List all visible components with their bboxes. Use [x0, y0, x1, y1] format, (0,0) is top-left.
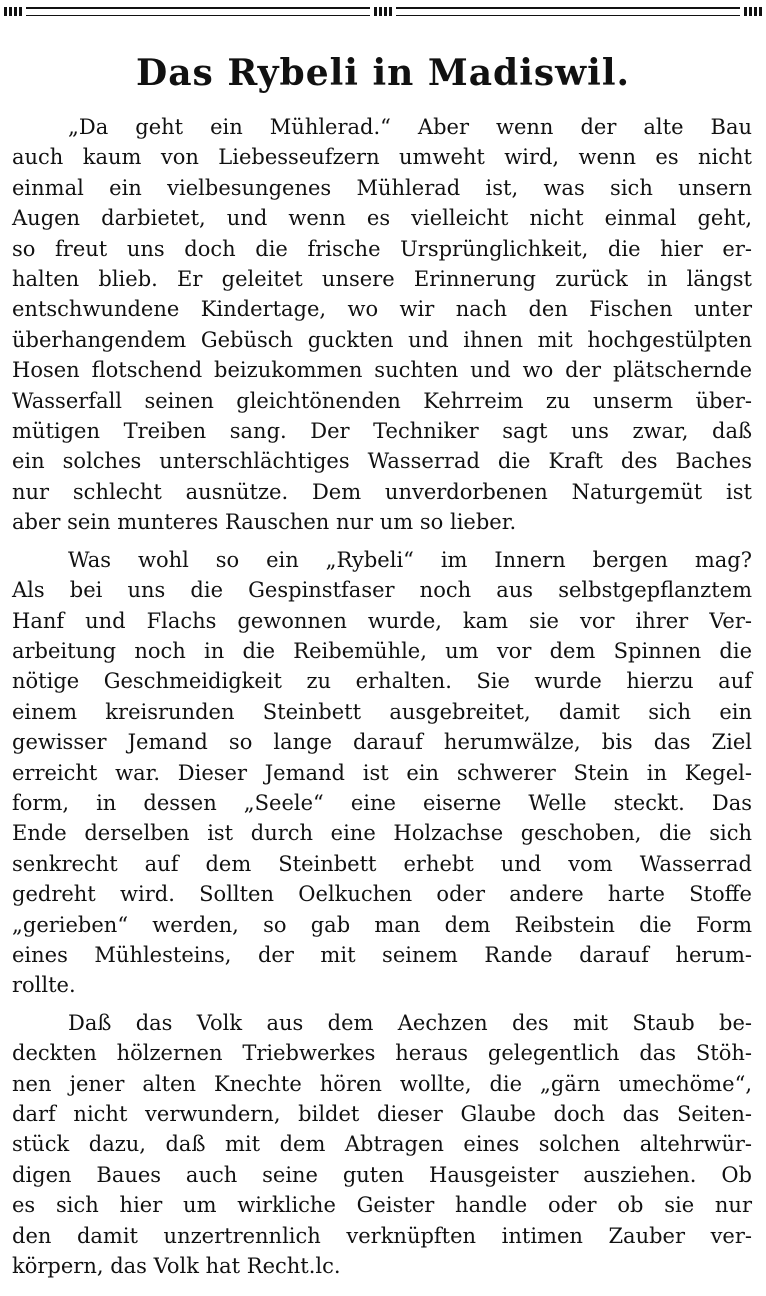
- rule-ornament-right: [744, 7, 762, 16]
- text-line: auch kaum von Liebesseufzern umweht wird, wenn es nicht: [12, 145, 752, 170]
- text-line: [12, 1251, 752, 1281]
- rule-ornament-left: [4, 7, 22, 16]
- text-line: entschwundene Kindertage, wo wir nach den Fischen unter: [12, 297, 752, 322]
- text-line: form, in dessen „Seele“ eine eiserne Welle steckt. Das: [12, 790, 752, 815]
- text-line: Ende derselben ist durch eine Holzachse geschoben, die sich: [12, 821, 752, 846]
- article-body: [12, 112, 752, 1281]
- top-rule: [4, 4, 762, 18]
- text-line: Daß das Volk aus dem Aechzen des mit Staub be-: [68, 1010, 752, 1035]
- text-line: Hosen flotschend beizukommen suchten und wo der plätschernde: [12, 358, 752, 383]
- text-line: den damit unzertrennlich verknüpften intimen Zauber ver-: [12, 1223, 752, 1248]
- text-line: es sich hier um wirkliche Geister handle oder ob sie nur: [12, 1193, 752, 1218]
- text-line: überhangendem Gebüsch guckten und ihnen mit hochgestülpten: [12, 327, 752, 352]
- text-line: deckten hölzernen Triebwerkes heraus gelegentlich das Stöh-: [12, 1041, 752, 1066]
- text-line: halten blieb. Er geleitet unsere Erinnerung zurück in längst: [12, 267, 752, 292]
- rule-line-left: [26, 7, 370, 16]
- text-line: stück dazu, daß mit dem Abtragen eines solchen altehrwür-: [12, 1132, 752, 1157]
- text-line: einem kreisrunden Steinbett ausgebreitet, damit sich ein: [12, 699, 752, 724]
- text-line: nur schlecht ausnütze. Dem unverdorbenen Naturgemüt ist: [12, 479, 752, 504]
- text-line: erreicht war. Dieser Jemand ist ein schwerer Stein in Kegel-: [12, 760, 752, 785]
- paragraph-2: [12, 545, 752, 1001]
- text-line: Augen darbietet, und wenn es vielleicht nicht einmal geht,: [12, 206, 752, 231]
- rule-line-right: [396, 7, 740, 16]
- author-signature: lc.: [315, 1254, 341, 1279]
- text-line: arbeitung noch in die Reibemühle, um vor dem Spinnen die: [12, 638, 752, 663]
- text-line: Was wohl so ein „Rybeli“ im Innern bergen mag?: [68, 547, 752, 572]
- text-line-content: körpern, das Volk hat Recht.: [12, 1254, 316, 1279]
- article-title: Das Rybeli in Madiswil.: [135, 52, 631, 94]
- text-line: gedreht wird. Sollten Oelkuchen oder andere harte Stoffe: [12, 882, 752, 907]
- text-line: ein solches unterschlächtiges Wasserrad die Kraft des Baches: [12, 449, 752, 474]
- text-line: eines Mühlesteins, der mit seinem Rande darauf herum-: [12, 942, 752, 967]
- text-line: rollte.: [12, 973, 76, 998]
- rule-ornament-center: [374, 7, 392, 16]
- text-line: Als bei uns die Gespinstfaser noch aus selbstgepflanztem: [12, 578, 752, 603]
- paragraph-1: [12, 112, 752, 538]
- text-line: „gerieben“ werden, so gab man dem Reibstein die Form: [12, 912, 752, 937]
- text-line: digen Baues auch seine guten Hausgeister ausziehen. Ob: [12, 1162, 752, 1187]
- text-line: so freut uns doch die frische Ursprünglichkeit, die hier er-: [12, 236, 752, 261]
- text-line: nötige Geschmeidigkeit zu erhalten. Sie wurde hierzu auf: [12, 669, 752, 694]
- text-line: aber sein munteres Rauschen nur um so lieber.: [12, 510, 517, 535]
- text-line: nen jener alten Knechte hören wollte, die „gärn umechöme“,: [12, 1071, 752, 1096]
- paragraph-3: [12, 1008, 752, 1282]
- text-line: senkrecht auf dem Steinbett erhebt und vom Wasserrad: [12, 851, 752, 876]
- text-line: „Da geht ein Mühlerad.“ Aber wenn der alte Bau: [68, 115, 752, 139]
- text-line: einmal ein vielbesungenes Mühlerad ist, was sich unsern: [12, 175, 752, 200]
- text-line: darf nicht verwundern, bildet dieser Glaube doch das Seiten-: [12, 1102, 752, 1126]
- text-line: Wasserfall seinen gleichtönenden Kehrreim zu unserm über-: [12, 388, 752, 413]
- text-line: Hanf und Flachs gewonnen wurde, kam sie vor ihrer Ver-: [12, 608, 752, 633]
- text-line: mütigen Treiben sang. Der Techniker sagt uns zwar, daß: [12, 419, 752, 444]
- text-line: gewisser Jemand so lange darauf herumwälze, bis das Ziel: [12, 730, 752, 755]
